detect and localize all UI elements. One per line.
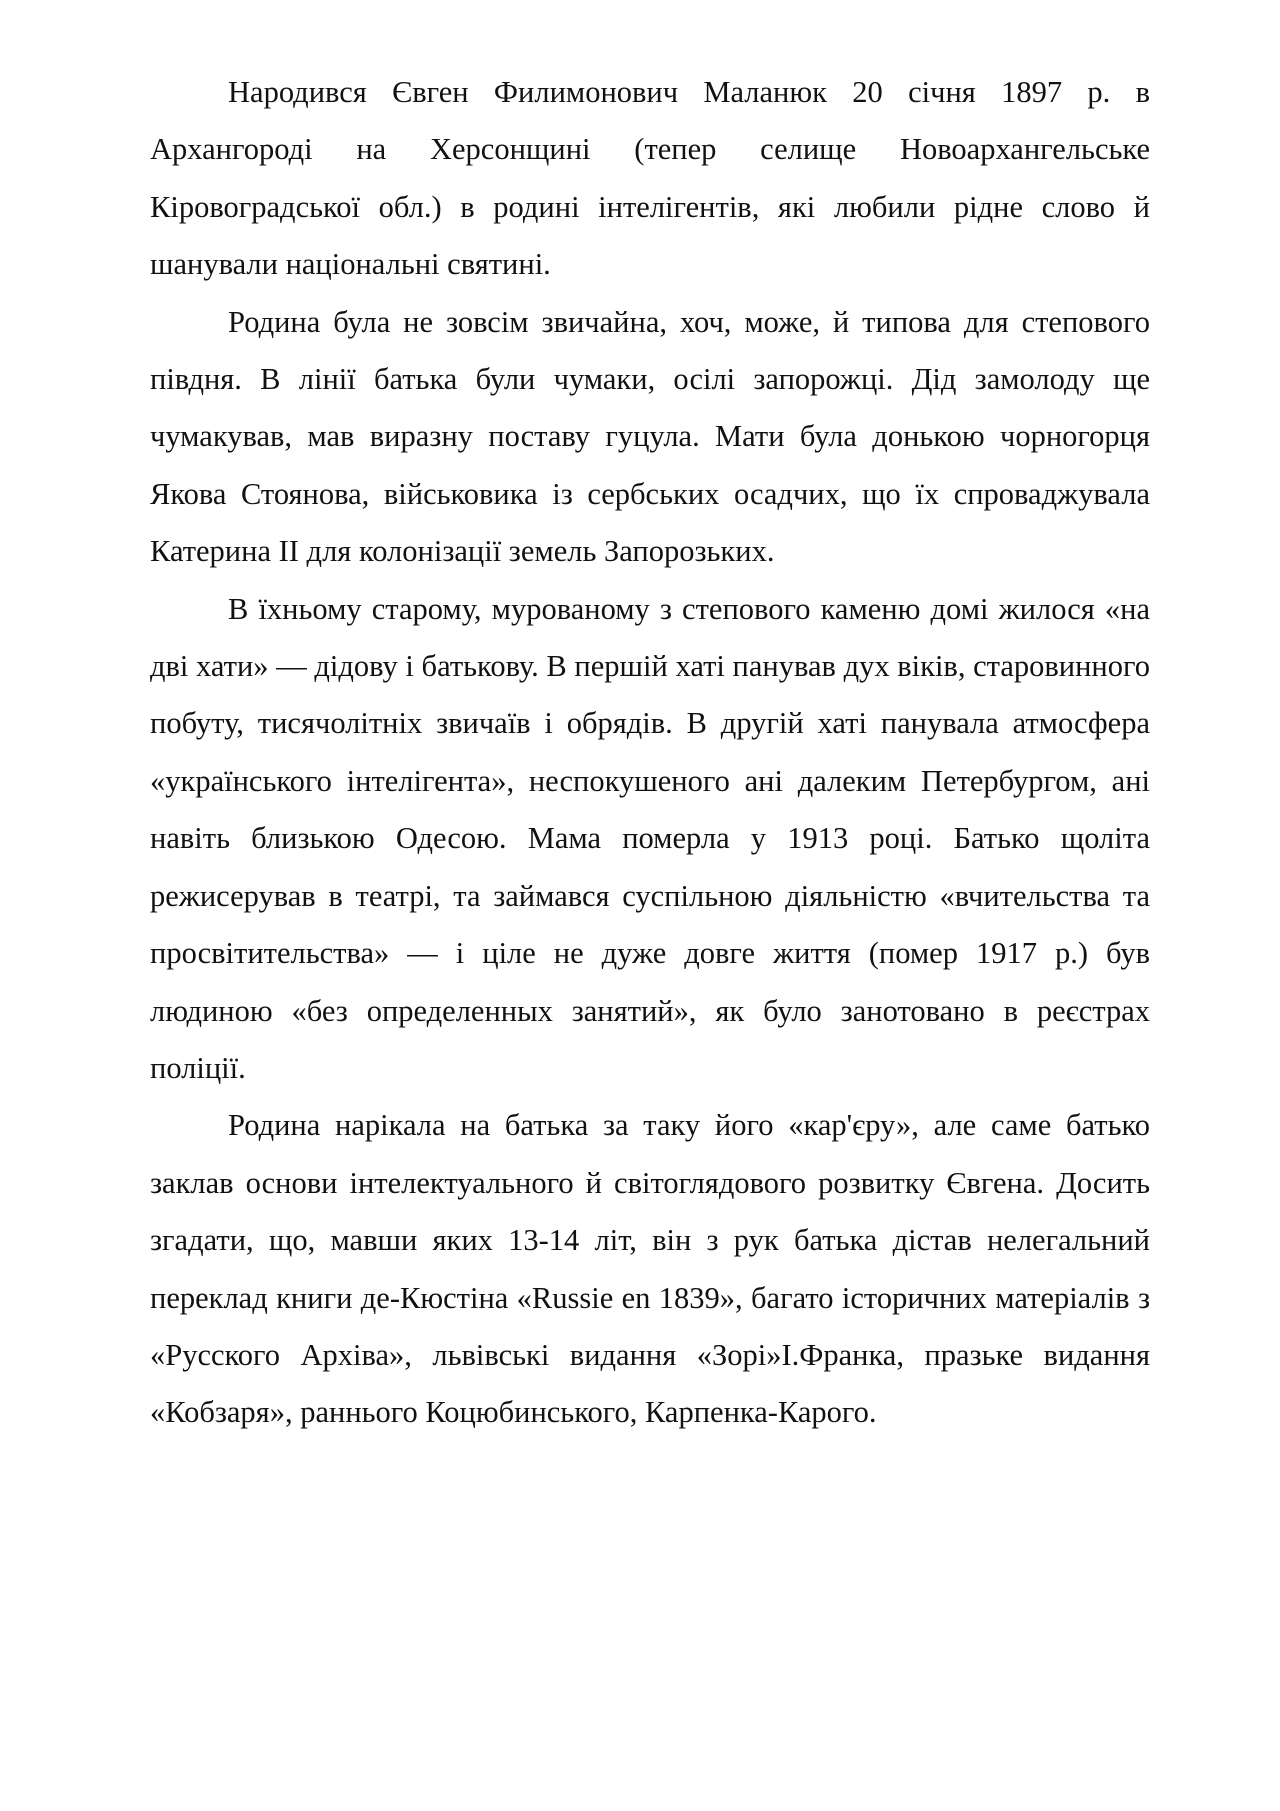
paragraph-birth: Народився Євген Филимонович Маланюк 20 січня 1897 р. в Архангороді на Херсонщині (тепер селище Новоархангельське Кіровоградської обл.) в родині інтелігентів, які любили рідне слово й шанували національні святині. [150,75,1150,282]
document-page [150,64,1150,1442]
paragraph-home: В їхньому старому, мурованому з степового каменю домі жилося «на дві хати» — дідову і батькову. В першій хаті панував дух віків, старовинного побуту, тисячолітніх звичаїв і обрядів. В другій хаті панувала атмосфера «українського інтелігента», неспокушеного ані далеким Петербургом, ані навіть близькою Одесою. Мама померла у 1913 році. Батько щоліта режисерував в театрі, та займався суспільною діяльністю «вчительства та просвітительства» — і ціле не дуже довге життя (помер 1917 р.) був людиною «без определенных занятий», як було занотовано в реєстрах поліції. [150,591,1150,1085]
paragraph-family: Родина була не зовсім звичайна, хоч, може, й типова для степового півдня. В лінії батька були чумаки, осілі запорожці. Дід замолоду ще чумакував, мав виразну поставу гуцула. Мати була донькою чорногорця Якова Стоянова, військовика із сербських осадчих, що їх спроваджувала Катерина II для колонізації земель Запорозьких. [150,304,1150,569]
paragraph-father: Родина нарікала на батька за таку його «кар'єру», але саме батько заклав основи інтелектуального й світоглядового розвитку Євгена. Досить згадати, що, мавши яких 13-14 літ, він з рук батька дістав нелегальний переклад книги де-Кюстіна «Russie en 1839», багато історичних матеріалів з «Русского Архіва», львівські видання «Зорі»І.Франка, празьке видання «Кобзаря», раннього Коцюбинського, Карпенка-Карого. [150,1108,1150,1430]
